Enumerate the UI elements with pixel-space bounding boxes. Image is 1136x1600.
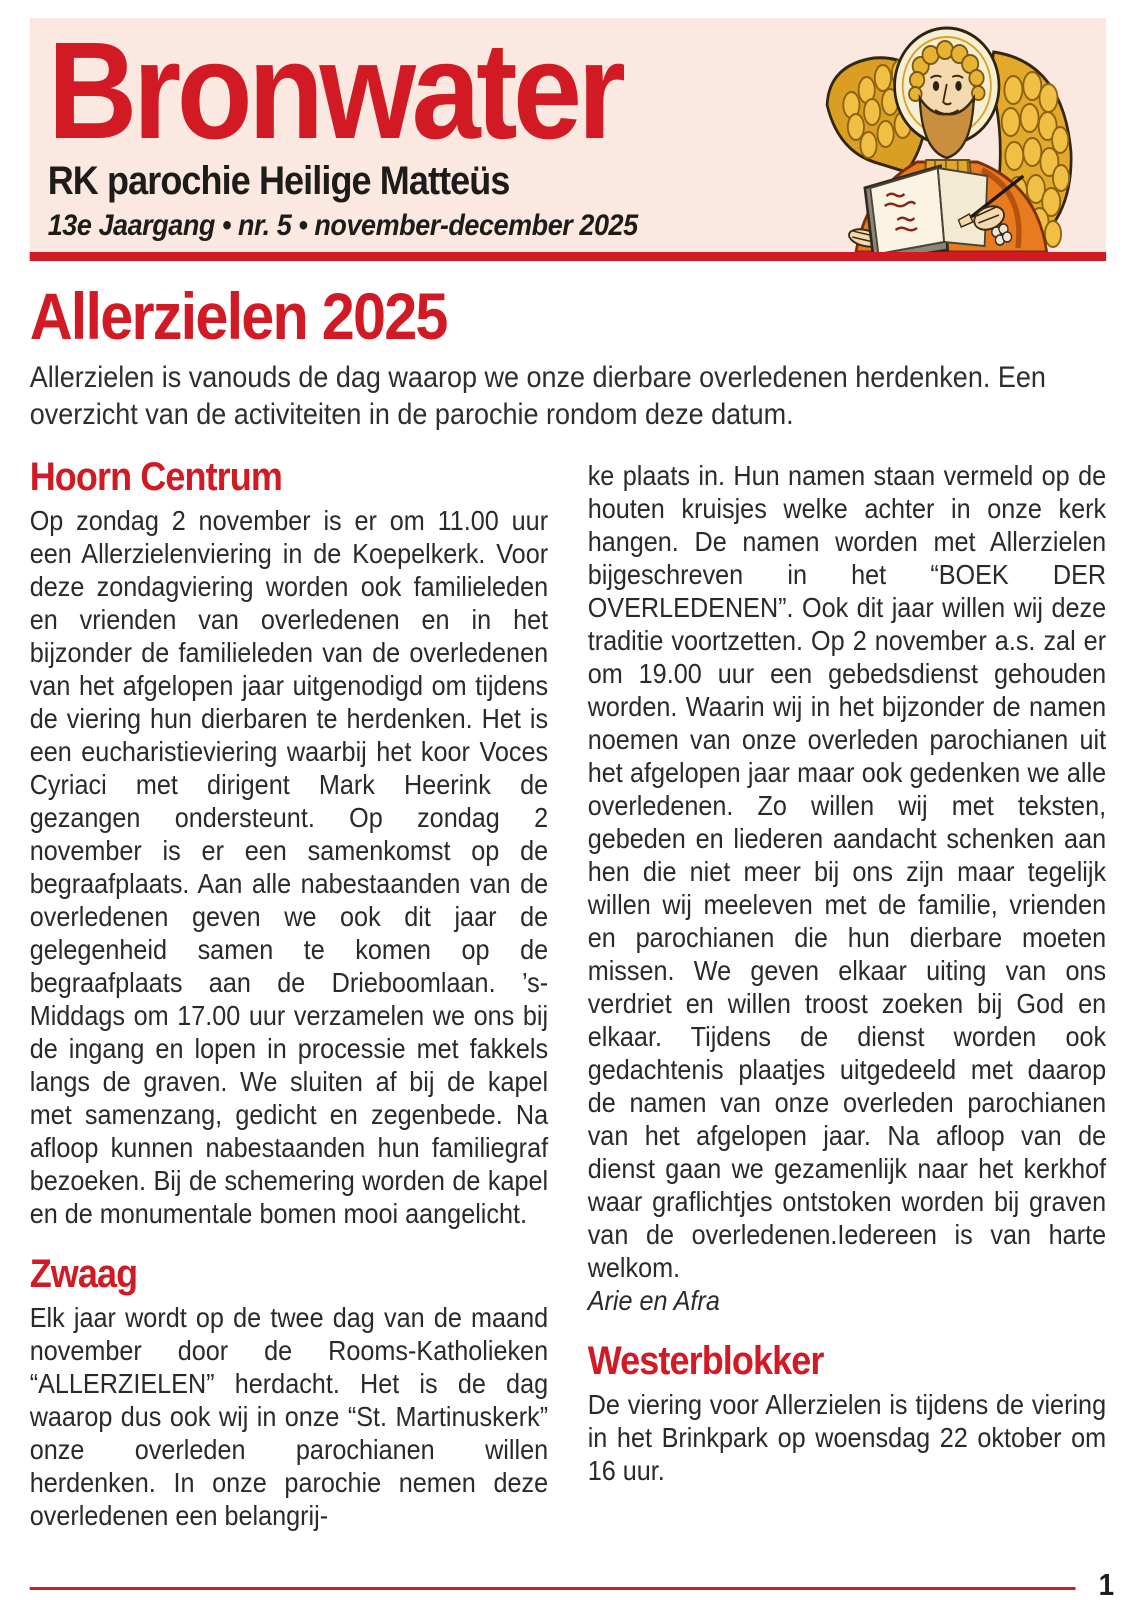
parish-name: RK parochie Heilige Matteüs [47, 159, 510, 203]
section-heading-zwaag: Zwaag [29, 1251, 138, 1296]
newsletter-title: Bronwater [47, 18, 622, 168]
section-text-hoorn-centrum: Op zondag 2 november is er om 11.00 uur een Allerzielenviering in de Koepelkerk. Voor deze zondagviering worden ook familieleden en vrienden van overledenen en in het bijzonder de familieleden van de overledenen van het afgelopen jaar uitgenodigd om tijdens de viering hun dierbaren te herdenken. Het is een eucharistieviering waarbij het koor Voces Cyriaci met dirigent Mark Heerink de gezangen ondersteunt. Op zondag 2 november is er een samenkomst op de begraafplaats. Aan alle nabestaanden van de overledenen geven we ook dit jaar de gelegenheid samen te komen op de begraafplaats aan de Drieboomlaan. ’s-Middags om 17.00 uur verzamelen we ons bij de ingang en lopen in processie met fakkels langs de graven. We sluiten af bij de kapel met samenzang, gedicht en zegenbede. Na afloop kunnen nabestaanden hun familiegraf bezoeken. Bij de schemering worden de kapel en de monumentale bomen mooi aangelicht. [29, 504, 549, 1229]
page-number: 1 [1098, 1567, 1115, 1600]
masthead [30, 18, 1106, 261]
article-title: Allerzielen 2025 [29, 279, 447, 353]
byline: Arie en Afra [587, 1285, 720, 1316]
open-book-icon [865, 166, 987, 252]
section-text-zwaag-continuation: ke plaats in. Hun namen staan vermeld op de houten kruisjes welke achter in onze kerk hangen. De namen worden met Allerzielen bijgeschreven in het “BOEK DER OVERLEDENEN”. Ook dit jaar willen wij deze traditie voortzetten. Op 2 november a.s. zal er om 19.00 uur een gebedsdienst gehouden worden. Waarin wij in het bijzonder de namen noemen van onze overleden parochianen uit het afgelopen jaar maar ook gedenken we alle overledenen. Zo willen wij met teksten, gebeden en liederen aandacht schenken aan hen die niet meer bij ons zijn maar tegelijk willen wij meeleven met de familie, vrienden en parochianen die hun dierbare moeten missen. We geven elkaar uiting van ons verdriet en willen troost zoeken bij God en elkaar. Tijdens de dienst worden ook gedachtenis plaatjes uitgedeeld met daarop de namen van onze overleden parochianen van het afgelopen jaar. Na afloop van de dienst gaan we gezamenlijk naar het kerkhof waar graflichtjes ontstoken worden bij graven van de overledenen.Iedereen is van harte welkom. [587, 460, 1107, 1283]
section-heading-hoorn-centrum: Hoorn Centrum [29, 455, 282, 499]
article [29, 279, 1107, 1532]
section-text-zwaag: Elk jaar wordt op de twee dag van de maand november door de Rooms-Katholieken “ALLERZIELEN” herdacht. Het is de dag waarop dus ook wij in onze “St. Martinuskerk” onze overleden parochianen willen herdenken. In onze parochie nemen deze overledenen een belangrij- [29, 1301, 549, 1531]
footer-rule [30, 1587, 1076, 1590]
section-heading-westerblokker: Westerblokker [587, 1339, 824, 1383]
page-footer [30, 1567, 1115, 1600]
edition-line: 13e Jaargang • nr. 5 • november-december 2025 [47, 209, 638, 242]
two-column-body [30, 443, 1106, 1532]
right-column [588, 443, 1106, 1532]
section-text-westerblokker: De viering voor Allerzielen is tijdens de viering in het Brinkpark op woensdag 22 oktober om 16 uur. [587, 1388, 1107, 1486]
left-column [30, 443, 548, 1532]
st-matthew-angel-illustration [811, 18, 1081, 252]
article-intro: Allerzielen is vanouds de dag waarop we onze dierbare overledenen herdenken. Een overzicht van de activiteiten in de parochie rondom deze datum. [29, 361, 1046, 431]
